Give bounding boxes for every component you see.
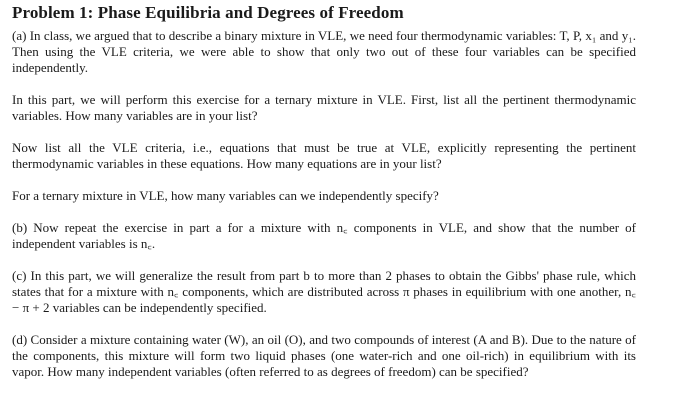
paragraph-part-a: (a) In class, we argued that to describe a binary mixture in VLE, we need four thermodynamic variables: T, P, x₁ and y₁. Then using the VLE criteria, we were able to show that only two out of these four variables can be specified independently.	[12, 28, 636, 75]
paragraph-vle-criteria: Now list all the VLE criteria, i.e., equations that must be true at VLE, explicitly representing the pertinent thermodynamic variables in these equations. How many equations are in your list?	[12, 140, 636, 171]
paragraph-ternary-independent: For a ternary mixture in VLE, how many variables can we independently specify?	[12, 188, 439, 203]
paragraph-part-c: (c) In this part, we will generalize the result from part b to more than 2 phases to obtain the Gibbs' phase rule, which states that for a mixture with n꜀ components, which are distributed across π phases in equilibrium with one another, n꜀ − π + 2 variables can be independently specified.	[12, 268, 636, 315]
problem-title: Problem 1: Phase Equilibria and Degrees of Freedom	[12, 3, 404, 22]
paragraph-ternary-variables: In this part, we will perform this exercise for a ternary mixture in VLE. First, list all the pertinent thermodynamic variables. How many variables are in your list?	[12, 92, 636, 123]
paragraph-part-d: (d) Consider a mixture containing water (W), an oil (O), and two compounds of interest (A and B). Due to the nature of the components, this mixture will form two liquid phases (one water-rich and one oil-rich) in equilibrium with its vapor. How many independent variables (often referred to as degrees of freedom) can be specified?	[12, 332, 636, 379]
paragraph-part-b: (b) Now repeat the exercise in part a for a mixture with n꜀ components in VLE, and show that the number of independent variables is n꜀.	[12, 220, 636, 251]
